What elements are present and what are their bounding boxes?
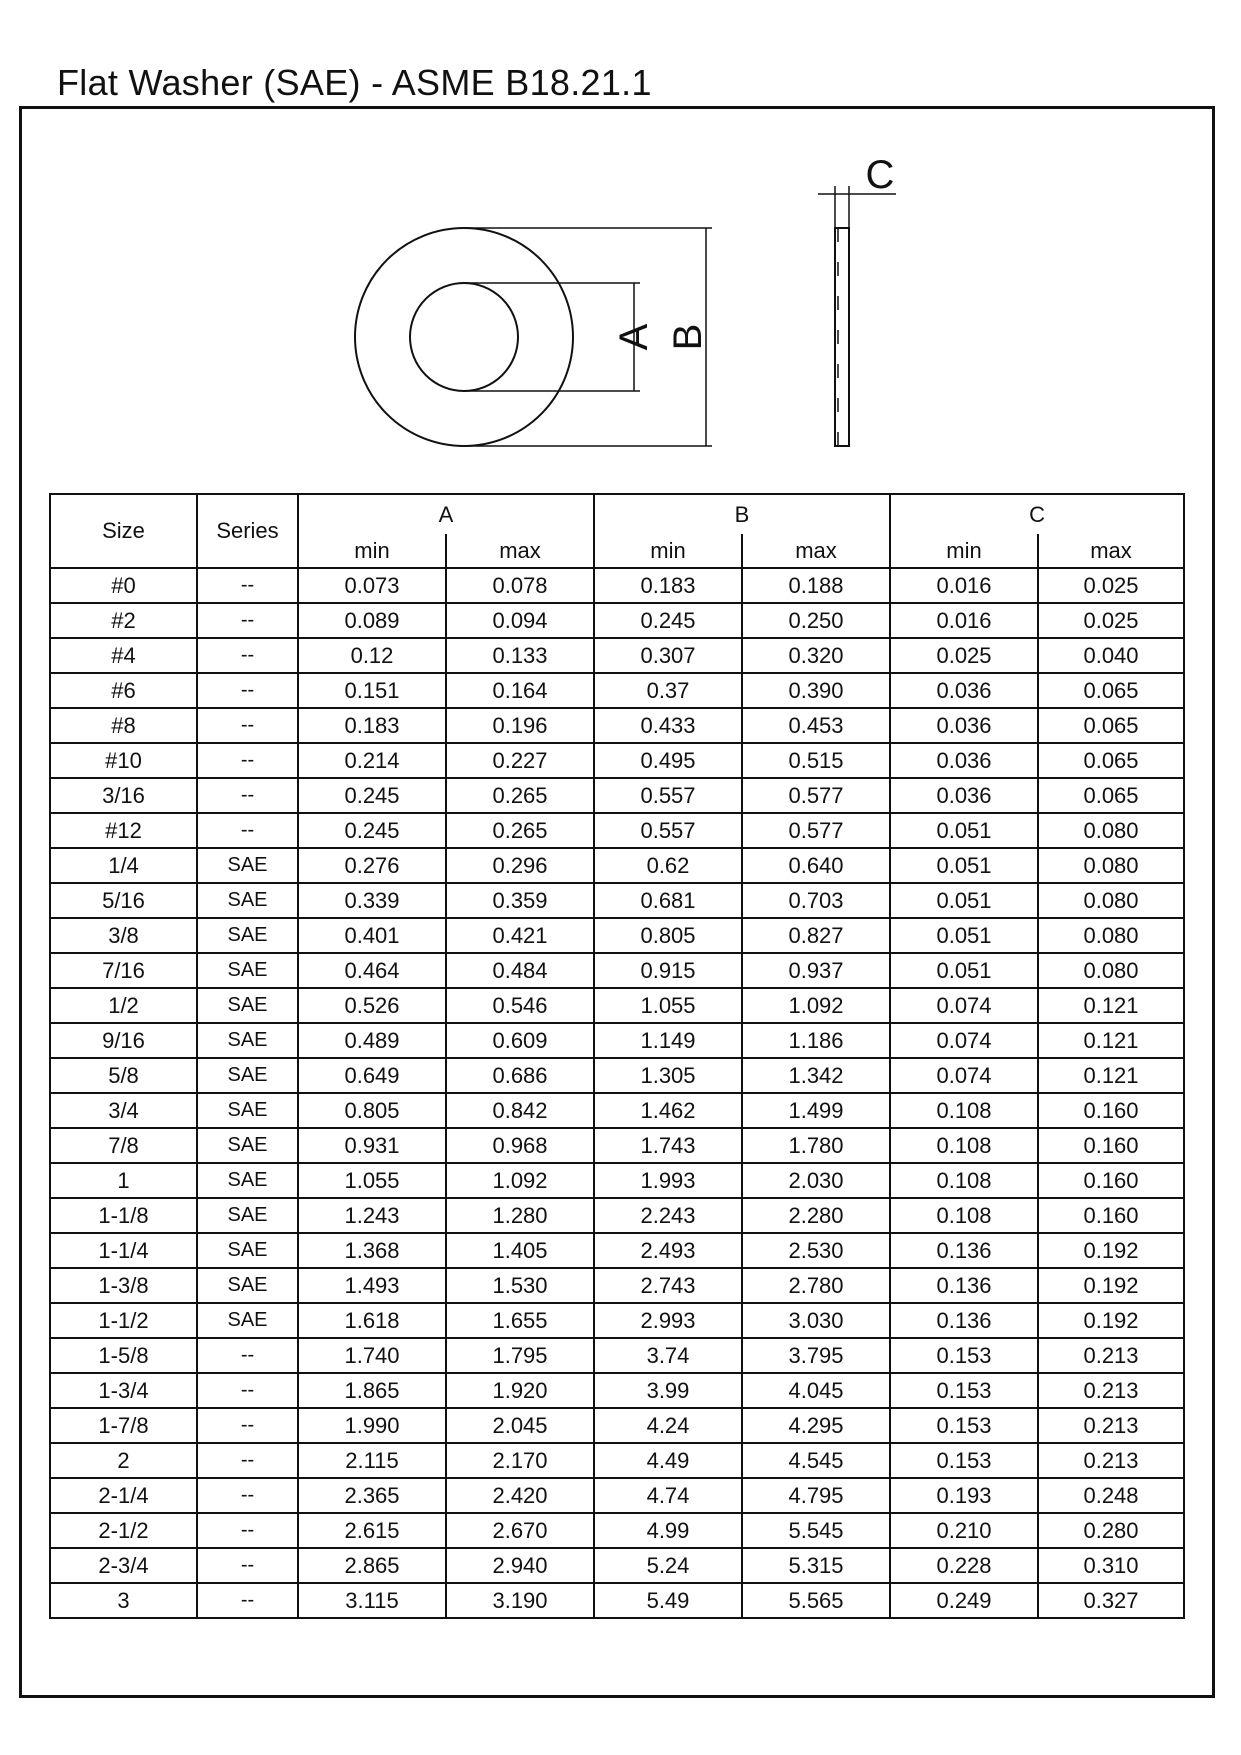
header-a-min: min	[298, 534, 446, 568]
cell-a-min: 1.493	[298, 1268, 446, 1303]
cell-c-max: 0.213	[1038, 1373, 1184, 1408]
cell-size: #4	[50, 638, 197, 673]
cell-a-max: 0.164	[446, 673, 594, 708]
cell-size: 2-1/4	[50, 1478, 197, 1513]
cell-c-max: 0.160	[1038, 1093, 1184, 1128]
table-row	[50, 638, 1184, 673]
cell-a-max: 2.045	[446, 1408, 594, 1443]
cell-c-max: 0.160	[1038, 1128, 1184, 1163]
cell-size: 5/8	[50, 1058, 197, 1093]
table-row	[50, 1373, 1184, 1408]
cell-b-min: 0.681	[594, 883, 742, 918]
cell-a-min: 2.115	[298, 1443, 446, 1478]
cell-a-max: 1.795	[446, 1338, 594, 1373]
cell-b-max: 2.530	[742, 1233, 890, 1268]
cell-b-max: 1.092	[742, 988, 890, 1023]
cell-c-max: 0.160	[1038, 1198, 1184, 1233]
cell-b-min: 4.74	[594, 1478, 742, 1513]
table-row	[50, 1443, 1184, 1478]
cell-c-max: 0.121	[1038, 988, 1184, 1023]
cell-b-max: 0.827	[742, 918, 890, 953]
cell-c-max: 0.213	[1038, 1408, 1184, 1443]
cell-c-min: 0.108	[890, 1093, 1038, 1128]
table-row	[50, 848, 1184, 883]
cell-a-min: 0.489	[298, 1023, 446, 1058]
cell-a-min: 1.740	[298, 1338, 446, 1373]
table-row	[50, 708, 1184, 743]
cell-a-min: 1.368	[298, 1233, 446, 1268]
cell-b-min: 1.149	[594, 1023, 742, 1058]
table-row	[50, 1583, 1184, 1618]
cell-a-max: 0.968	[446, 1128, 594, 1163]
cell-a-min: 0.183	[298, 708, 446, 743]
cell-series: --	[197, 673, 298, 708]
cell-b-min: 1.055	[594, 988, 742, 1023]
cell-b-max: 0.188	[742, 568, 890, 603]
table-row	[50, 1408, 1184, 1443]
cell-c-max: 0.310	[1038, 1548, 1184, 1583]
cell-c-max: 0.213	[1038, 1443, 1184, 1478]
cell-c-min: 0.036	[890, 673, 1038, 708]
cell-size: 3/16	[50, 778, 197, 813]
cell-b-min: 5.24	[594, 1548, 742, 1583]
cell-b-max: 1.186	[742, 1023, 890, 1058]
cell-series: SAE	[197, 1198, 298, 1233]
cell-a-max: 0.227	[446, 743, 594, 778]
cell-a-min: 0.931	[298, 1128, 446, 1163]
cell-b-min: 0.557	[594, 813, 742, 848]
cell-size: 1-3/4	[50, 1373, 197, 1408]
cell-b-min: 0.557	[594, 778, 742, 813]
cell-a-min: 3.115	[298, 1583, 446, 1618]
washer-inner-circle	[410, 283, 518, 391]
cell-b-min: 0.245	[594, 603, 742, 638]
table-row	[50, 1338, 1184, 1373]
cell-c-max: 0.040	[1038, 638, 1184, 673]
cell-c-min: 0.228	[890, 1548, 1038, 1583]
cell-c-max: 0.192	[1038, 1268, 1184, 1303]
cell-c-min: 0.036	[890, 778, 1038, 813]
table-row	[50, 953, 1184, 988]
cell-b-min: 2.743	[594, 1268, 742, 1303]
cell-size: 1-5/8	[50, 1338, 197, 1373]
cell-a-max: 0.686	[446, 1058, 594, 1093]
cell-size: 1/4	[50, 848, 197, 883]
cell-a-min: 1.055	[298, 1163, 446, 1198]
cell-series: SAE	[197, 1233, 298, 1268]
cell-size: 3/8	[50, 918, 197, 953]
cell-a-min: 0.401	[298, 918, 446, 953]
cell-series: SAE	[197, 953, 298, 988]
cell-size: #10	[50, 743, 197, 778]
cell-c-min: 0.036	[890, 743, 1038, 778]
cell-c-max: 0.080	[1038, 953, 1184, 988]
cell-series: --	[197, 638, 298, 673]
cell-c-min: 0.074	[890, 1058, 1038, 1093]
cell-size: #0	[50, 568, 197, 603]
cell-series: SAE	[197, 1058, 298, 1093]
cell-b-min: 1.743	[594, 1128, 742, 1163]
cell-b-min: 1.305	[594, 1058, 742, 1093]
cell-b-max: 1.499	[742, 1093, 890, 1128]
cell-c-min: 0.108	[890, 1198, 1038, 1233]
cell-b-max: 5.565	[742, 1583, 890, 1618]
cell-c-max: 0.080	[1038, 848, 1184, 883]
cell-series: --	[197, 813, 298, 848]
cell-c-min: 0.025	[890, 638, 1038, 673]
washer-outer-circle	[355, 228, 573, 446]
cell-c-min: 0.136	[890, 1233, 1038, 1268]
table-row	[50, 1163, 1184, 1198]
cell-c-min: 0.051	[890, 813, 1038, 848]
cell-series: --	[197, 568, 298, 603]
cell-b-min: 3.74	[594, 1338, 742, 1373]
header-a-max: max	[446, 534, 594, 568]
cell-c-max: 0.065	[1038, 673, 1184, 708]
cell-b-max: 0.390	[742, 673, 890, 708]
cell-c-min: 0.108	[890, 1163, 1038, 1198]
cell-a-min: 0.464	[298, 953, 446, 988]
cell-a-max: 0.359	[446, 883, 594, 918]
table-row	[50, 813, 1184, 848]
cell-a-max: 0.078	[446, 568, 594, 603]
cell-b-min: 4.99	[594, 1513, 742, 1548]
cell-series: SAE	[197, 1023, 298, 1058]
cell-c-min: 0.016	[890, 568, 1038, 603]
cell-c-min: 0.036	[890, 708, 1038, 743]
cell-a-max: 0.265	[446, 813, 594, 848]
cell-b-max: 0.577	[742, 778, 890, 813]
cell-a-max: 0.609	[446, 1023, 594, 1058]
cell-c-max: 0.160	[1038, 1163, 1184, 1198]
cell-c-max: 0.213	[1038, 1338, 1184, 1373]
cell-b-max: 0.320	[742, 638, 890, 673]
cell-series: --	[197, 1443, 298, 1478]
header-size: Size	[50, 494, 197, 568]
cell-size: 1-7/8	[50, 1408, 197, 1443]
cell-series: --	[197, 743, 298, 778]
cell-b-min: 0.433	[594, 708, 742, 743]
table-row	[50, 568, 1184, 603]
cell-c-min: 0.136	[890, 1303, 1038, 1338]
header-group-a: A	[298, 494, 594, 534]
cell-a-max: 2.670	[446, 1513, 594, 1548]
cell-c-min: 0.210	[890, 1513, 1038, 1548]
table-row	[50, 778, 1184, 813]
cell-c-min: 0.153	[890, 1408, 1038, 1443]
cell-b-min: 0.495	[594, 743, 742, 778]
cell-b-min: 0.62	[594, 848, 742, 883]
cell-a-max: 0.842	[446, 1093, 594, 1128]
cell-size: 7/8	[50, 1128, 197, 1163]
cell-size: #8	[50, 708, 197, 743]
cell-c-min: 0.051	[890, 883, 1038, 918]
cell-series: --	[197, 1478, 298, 1513]
table-row	[50, 1093, 1184, 1128]
cell-series: --	[197, 1338, 298, 1373]
cell-a-min: 0.245	[298, 813, 446, 848]
cell-size: 3/4	[50, 1093, 197, 1128]
cell-c-max: 0.065	[1038, 708, 1184, 743]
cell-c-min: 0.136	[890, 1268, 1038, 1303]
cell-size: #2	[50, 603, 197, 638]
cell-a-min: 1.990	[298, 1408, 446, 1443]
cell-b-max: 0.515	[742, 743, 890, 778]
cell-b-min: 5.49	[594, 1583, 742, 1618]
cell-series: SAE	[197, 1093, 298, 1128]
cell-size: 1	[50, 1163, 197, 1198]
cell-c-max: 0.121	[1038, 1023, 1184, 1058]
cell-a-max: 2.170	[446, 1443, 594, 1478]
header-b-min: min	[594, 534, 742, 568]
cell-size: 2-3/4	[50, 1548, 197, 1583]
cell-a-max: 1.655	[446, 1303, 594, 1338]
cell-b-min: 2.493	[594, 1233, 742, 1268]
cell-series: --	[197, 1583, 298, 1618]
cell-b-max: 0.703	[742, 883, 890, 918]
page-title: Flat Washer (SAE) - ASME B18.21.1	[57, 62, 652, 103]
cell-a-min: 0.805	[298, 1093, 446, 1128]
washer-diagram	[0, 0, 1241, 500]
dim-b-label: B	[666, 323, 710, 351]
cell-c-min: 0.051	[890, 918, 1038, 953]
cell-a-max: 0.421	[446, 918, 594, 953]
cell-series: --	[197, 603, 298, 638]
cell-series: SAE	[197, 848, 298, 883]
cell-a-min: 1.243	[298, 1198, 446, 1233]
cell-c-max: 0.065	[1038, 778, 1184, 813]
cell-a-max: 1.405	[446, 1233, 594, 1268]
header-group-b: B	[594, 494, 890, 534]
cell-a-min: 0.151	[298, 673, 446, 708]
cell-a-min: 2.365	[298, 1478, 446, 1513]
cell-size: 1-1/2	[50, 1303, 197, 1338]
cell-a-max: 0.296	[446, 848, 594, 883]
header-c-max: max	[1038, 534, 1184, 568]
dim-c-label: C	[865, 153, 895, 197]
cell-c-max: 0.121	[1038, 1058, 1184, 1093]
header-c-min: min	[890, 534, 1038, 568]
cell-b-max: 0.250	[742, 603, 890, 638]
cell-c-min: 0.051	[890, 953, 1038, 988]
cell-c-max: 0.065	[1038, 743, 1184, 778]
cell-b-min: 0.307	[594, 638, 742, 673]
cell-series: --	[197, 778, 298, 813]
cell-b-max: 3.030	[742, 1303, 890, 1338]
cell-size: 1/2	[50, 988, 197, 1023]
cell-size: 7/16	[50, 953, 197, 988]
cell-a-max: 1.092	[446, 1163, 594, 1198]
cell-series: SAE	[197, 1303, 298, 1338]
cell-c-max: 0.025	[1038, 603, 1184, 638]
cell-a-min: 2.615	[298, 1513, 446, 1548]
cell-b-max: 2.780	[742, 1268, 890, 1303]
cell-c-max: 0.192	[1038, 1233, 1184, 1268]
cell-a-min: 0.649	[298, 1058, 446, 1093]
cell-c-min: 0.193	[890, 1478, 1038, 1513]
cell-a-min: 0.073	[298, 568, 446, 603]
cell-a-max: 1.280	[446, 1198, 594, 1233]
washer-spec-table	[49, 493, 1185, 1619]
cell-a-max: 0.196	[446, 708, 594, 743]
washer-side-view	[835, 228, 849, 446]
cell-a-min: 0.276	[298, 848, 446, 883]
cell-series: --	[197, 1548, 298, 1583]
cell-series: --	[197, 1408, 298, 1443]
dim-a-label: A	[612, 323, 656, 351]
cell-size: 1-1/8	[50, 1198, 197, 1233]
cell-c-min: 0.074	[890, 1023, 1038, 1058]
table-row	[50, 1128, 1184, 1163]
table-row	[50, 1198, 1184, 1233]
cell-c-min: 0.153	[890, 1338, 1038, 1373]
cell-b-max: 2.030	[742, 1163, 890, 1198]
cell-b-min: 4.24	[594, 1408, 742, 1443]
table-row	[50, 673, 1184, 708]
cell-a-max: 0.133	[446, 638, 594, 673]
cell-a-max: 0.484	[446, 953, 594, 988]
table-row	[50, 1058, 1184, 1093]
cell-size: 1-1/4	[50, 1233, 197, 1268]
table-row	[50, 603, 1184, 638]
cell-c-max: 0.080	[1038, 883, 1184, 918]
table-row	[50, 1023, 1184, 1058]
cell-a-min: 1.865	[298, 1373, 446, 1408]
cell-c-max: 0.080	[1038, 918, 1184, 953]
cell-a-min: 0.339	[298, 883, 446, 918]
table-row	[50, 1548, 1184, 1583]
cell-a-min: 0.12	[298, 638, 446, 673]
cell-a-min: 0.526	[298, 988, 446, 1023]
cell-c-max: 0.280	[1038, 1513, 1184, 1548]
cell-c-min: 0.153	[890, 1373, 1038, 1408]
cell-a-min: 2.865	[298, 1548, 446, 1583]
table-row	[50, 883, 1184, 918]
header-series: Series	[197, 494, 298, 568]
cell-b-max: 2.280	[742, 1198, 890, 1233]
cell-series: SAE	[197, 1268, 298, 1303]
cell-a-max: 2.940	[446, 1548, 594, 1583]
cell-b-max: 0.453	[742, 708, 890, 743]
cell-b-min: 2.993	[594, 1303, 742, 1338]
cell-b-min: 2.243	[594, 1198, 742, 1233]
cell-c-min: 0.051	[890, 848, 1038, 883]
cell-series: SAE	[197, 988, 298, 1023]
table-row	[50, 1478, 1184, 1513]
cell-b-min: 0.805	[594, 918, 742, 953]
cell-b-min: 4.49	[594, 1443, 742, 1478]
cell-b-max: 5.545	[742, 1513, 890, 1548]
cell-series: SAE	[197, 918, 298, 953]
cell-a-min: 0.214	[298, 743, 446, 778]
cell-size: 3	[50, 1583, 197, 1618]
cell-a-max: 0.094	[446, 603, 594, 638]
cell-a-min: 1.618	[298, 1303, 446, 1338]
cell-b-min: 3.99	[594, 1373, 742, 1408]
cell-size: #12	[50, 813, 197, 848]
cell-b-max: 4.545	[742, 1443, 890, 1478]
cell-size: 1-3/8	[50, 1268, 197, 1303]
cell-series: SAE	[197, 883, 298, 918]
cell-a-max: 2.420	[446, 1478, 594, 1513]
header-group-c: C	[890, 494, 1184, 534]
cell-a-max: 0.265	[446, 778, 594, 813]
cell-a-max: 3.190	[446, 1583, 594, 1618]
cell-b-max: 0.577	[742, 813, 890, 848]
cell-c-max: 0.327	[1038, 1583, 1184, 1618]
cell-b-max: 4.295	[742, 1408, 890, 1443]
cell-b-max: 4.795	[742, 1478, 890, 1513]
cell-size: 9/16	[50, 1023, 197, 1058]
table-row	[50, 988, 1184, 1023]
cell-b-max: 5.315	[742, 1548, 890, 1583]
cell-b-max: 0.937	[742, 953, 890, 988]
cell-series: SAE	[197, 1128, 298, 1163]
cell-c-min: 0.074	[890, 988, 1038, 1023]
table-row	[50, 1233, 1184, 1268]
cell-series: --	[197, 1513, 298, 1548]
cell-c-max: 0.080	[1038, 813, 1184, 848]
table-row	[50, 918, 1184, 953]
cell-series: --	[197, 708, 298, 743]
cell-b-min: 0.183	[594, 568, 742, 603]
cell-b-min: 0.915	[594, 953, 742, 988]
cell-c-max: 0.192	[1038, 1303, 1184, 1338]
cell-c-max: 0.248	[1038, 1478, 1184, 1513]
cell-b-min: 0.37	[594, 673, 742, 708]
cell-size: 2	[50, 1443, 197, 1478]
cell-b-max: 4.045	[742, 1373, 890, 1408]
cell-a-max: 1.920	[446, 1373, 594, 1408]
cell-b-max: 1.780	[742, 1128, 890, 1163]
cell-c-max: 0.025	[1038, 568, 1184, 603]
cell-size: 2-1/2	[50, 1513, 197, 1548]
cell-series: --	[197, 1373, 298, 1408]
cell-b-min: 1.993	[594, 1163, 742, 1198]
cell-b-max: 0.640	[742, 848, 890, 883]
cell-b-max: 3.795	[742, 1338, 890, 1373]
table-row	[50, 1268, 1184, 1303]
cell-b-max: 1.342	[742, 1058, 890, 1093]
cell-a-min: 0.245	[298, 778, 446, 813]
cell-b-min: 1.462	[594, 1093, 742, 1128]
cell-a-min: 0.089	[298, 603, 446, 638]
cell-a-max: 0.546	[446, 988, 594, 1023]
table-row	[50, 1303, 1184, 1338]
cell-a-max: 1.530	[446, 1268, 594, 1303]
cell-c-min: 0.249	[890, 1583, 1038, 1618]
cell-series: SAE	[197, 1163, 298, 1198]
header-b-max: max	[742, 534, 890, 568]
cell-size: 5/16	[50, 883, 197, 918]
table-body	[50, 568, 1184, 1618]
cell-c-min: 0.153	[890, 1443, 1038, 1478]
table-row	[50, 1513, 1184, 1548]
cell-c-min: 0.108	[890, 1128, 1038, 1163]
cell-c-min: 0.016	[890, 603, 1038, 638]
cell-size: #6	[50, 673, 197, 708]
table-row	[50, 743, 1184, 778]
